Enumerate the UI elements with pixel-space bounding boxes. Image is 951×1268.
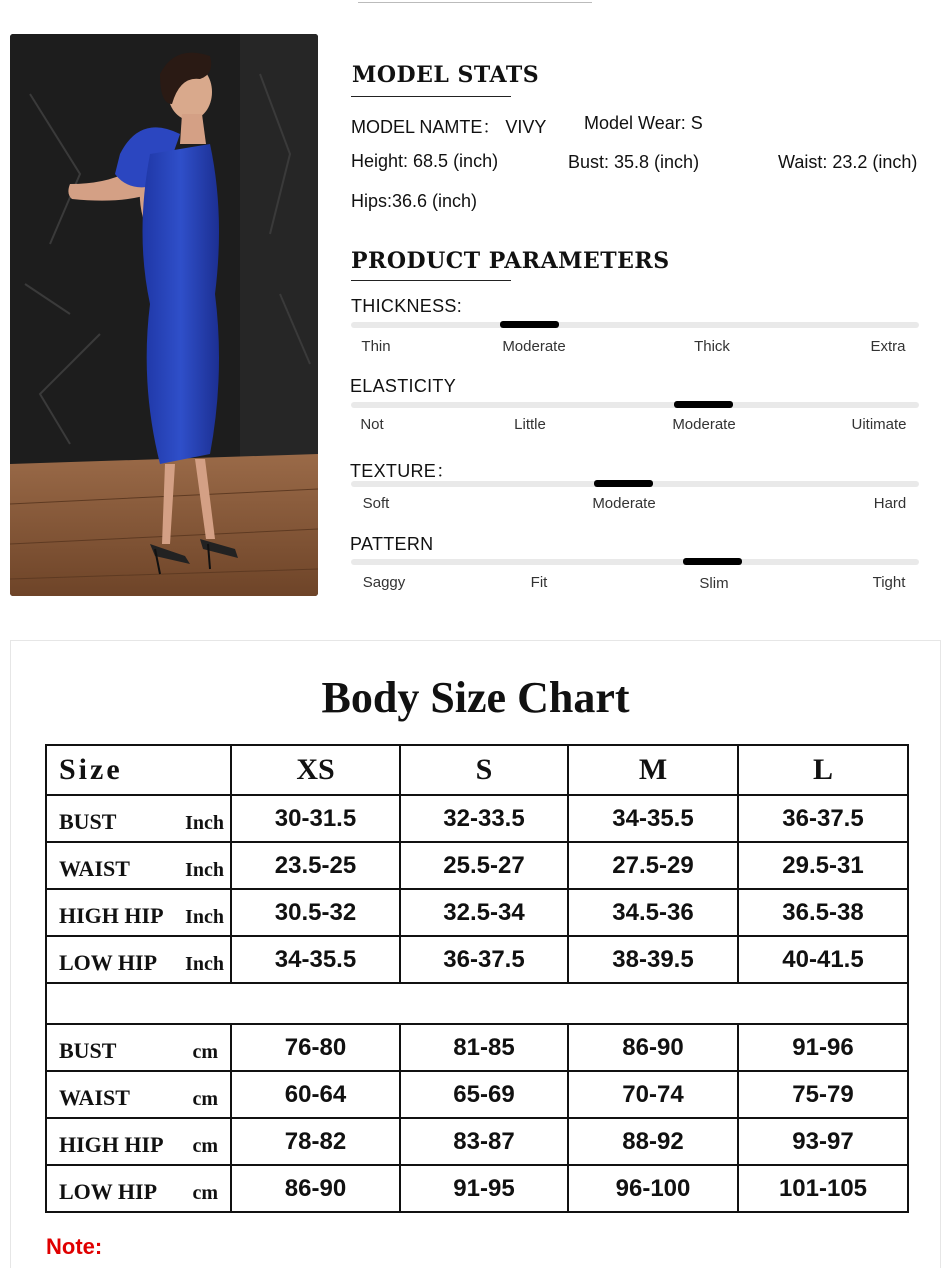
size-cell: 23.5-25 xyxy=(231,842,400,889)
size-chart-title: Body Size Chart xyxy=(321,673,630,722)
size-cell: 34-35.5 xyxy=(568,795,738,842)
row-name: BUST xyxy=(59,809,117,834)
param-texture-label: TEXTURE： xyxy=(350,461,455,481)
size-cell: 25.5-27 xyxy=(400,842,568,889)
row-name: HIGH HIP xyxy=(59,903,164,928)
table-row xyxy=(46,1024,908,1071)
size-cell: 65-69 xyxy=(400,1071,568,1118)
row-name: HIGH HIP xyxy=(59,1132,164,1157)
size-header-label: Size xyxy=(46,745,231,795)
param-texture-marker xyxy=(594,480,653,487)
model-height: Height: 68.5 (inch) xyxy=(351,151,499,171)
param-elasticity-track xyxy=(351,402,919,408)
size-cell: 75-79 xyxy=(738,1071,908,1118)
table-row xyxy=(46,842,908,889)
table-row xyxy=(46,1071,908,1118)
size-cell: 36-37.5 xyxy=(738,795,908,842)
param-thickness-marker xyxy=(500,321,559,328)
param-elasticity-scale-1: Little xyxy=(514,416,546,433)
size-cell: 86-90 xyxy=(231,1165,400,1212)
size-cell: 101-105 xyxy=(738,1165,908,1212)
param-texture-scale-1: Moderate xyxy=(592,495,656,512)
size-cell: 83-87 xyxy=(400,1118,568,1165)
model-waist: Waist: 23.2 (inch) xyxy=(778,152,918,172)
size-chart-table xyxy=(45,744,909,1213)
size-cell: 36.5-38 xyxy=(738,889,908,936)
size-cell: 76-80 xyxy=(231,1024,400,1071)
table-row xyxy=(46,1165,908,1212)
param-thickness-scale-1: Moderate xyxy=(502,338,566,355)
param-pattern-track xyxy=(351,559,919,565)
size-cell: 81-85 xyxy=(400,1024,568,1071)
model-wear: Model Wear: S xyxy=(584,113,703,133)
size-cell: 93-97 xyxy=(738,1118,908,1165)
row-unit: Inch xyxy=(185,812,224,834)
param-thickness-scale-3: Extra xyxy=(870,338,906,355)
size-cell: 91-95 xyxy=(400,1165,568,1212)
row-unit: cm xyxy=(192,1088,218,1110)
table-row xyxy=(46,795,908,842)
size-cell: 32-33.5 xyxy=(400,795,568,842)
size-cell: 30-31.5 xyxy=(231,795,400,842)
param-thickness-label: THICKNESS: xyxy=(351,296,463,316)
size-cell: 96-100 xyxy=(568,1165,738,1212)
param-elasticity-scale-0: Not xyxy=(360,416,384,433)
size-cell: 70-74 xyxy=(568,1071,738,1118)
row-unit: Inch xyxy=(185,906,224,928)
size-header-row xyxy=(46,745,908,795)
size-header-xs: XS xyxy=(231,745,400,795)
param-texture-track xyxy=(351,481,919,487)
param-texture-scale-0: Soft xyxy=(362,495,390,512)
param-elasticity-marker xyxy=(674,401,733,408)
param-pattern-scale-2: Slim xyxy=(699,575,729,592)
size-cell: 60-64 xyxy=(231,1071,400,1118)
size-cell: 34-35.5 xyxy=(231,936,400,983)
product-parameters-underline xyxy=(351,280,511,281)
model-bust: Bust: 35.8 (inch) xyxy=(568,152,700,172)
model-stats-underline xyxy=(351,96,511,97)
size-cell: 32.5-34 xyxy=(400,889,568,936)
row-unit: Inch xyxy=(185,953,224,975)
param-elasticity-scale-3: Uitimate xyxy=(851,416,907,433)
row-name: WAIST xyxy=(59,1085,130,1110)
table-row xyxy=(46,889,908,936)
table-row xyxy=(46,936,908,983)
row-name: LOW HIP xyxy=(59,950,158,975)
param-pattern-scale-3: Tight xyxy=(872,574,906,591)
param-thickness-scale-0: Thin xyxy=(361,338,391,355)
param-thickness-scale-2: Thick xyxy=(694,338,730,355)
model-stats-title: MODEL STATS xyxy=(352,62,540,88)
size-cell: 27.5-29 xyxy=(568,842,738,889)
size-cell: 78-82 xyxy=(231,1118,400,1165)
row-name: WAIST xyxy=(59,856,130,881)
param-pattern-marker xyxy=(683,558,742,565)
param-pattern-scale-1: Fit xyxy=(530,574,548,591)
param-elasticity-label: ELASTICITY xyxy=(350,376,457,396)
size-cell: 38-39.5 xyxy=(568,936,738,983)
row-unit: cm xyxy=(192,1041,218,1063)
param-pattern-scale-0: Saggy xyxy=(362,574,406,591)
size-header-l: L xyxy=(738,745,908,795)
size-cell: 34.5-36 xyxy=(568,889,738,936)
row-unit: cm xyxy=(192,1182,218,1204)
param-texture-scale-2: Hard xyxy=(873,495,907,512)
size-cell: 30.5-32 xyxy=(231,889,400,936)
size-cell: 40-41.5 xyxy=(738,936,908,983)
size-cell: 91-96 xyxy=(738,1024,908,1071)
table-row xyxy=(46,1118,908,1165)
model-photo xyxy=(10,34,318,596)
param-pattern-label: PATTERN xyxy=(350,534,434,554)
size-header-s: S xyxy=(400,745,568,795)
model-name: MODEL NAMTE： VIVY xyxy=(351,117,547,137)
row-name: LOW HIP xyxy=(59,1179,158,1204)
note-label: Note: xyxy=(46,1234,103,1259)
param-thickness-track xyxy=(351,322,919,328)
size-cell: 29.5-31 xyxy=(738,842,908,889)
row-name: BUST xyxy=(59,1038,117,1063)
size-cell: 86-90 xyxy=(568,1024,738,1071)
table-spacer-row xyxy=(46,983,908,1024)
param-elasticity-scale-2: Moderate xyxy=(672,416,736,433)
size-cell: 88-92 xyxy=(568,1118,738,1165)
size-cell: 36-37.5 xyxy=(400,936,568,983)
size-header-m: M xyxy=(568,745,738,795)
row-unit: cm xyxy=(192,1135,218,1157)
product-parameters-title: PRODUCT PARAMETERS xyxy=(351,248,670,274)
model-hips: Hips:36.6 (inch) xyxy=(351,191,478,211)
row-unit: Inch xyxy=(185,859,224,881)
model-stats-panel xyxy=(350,0,950,600)
